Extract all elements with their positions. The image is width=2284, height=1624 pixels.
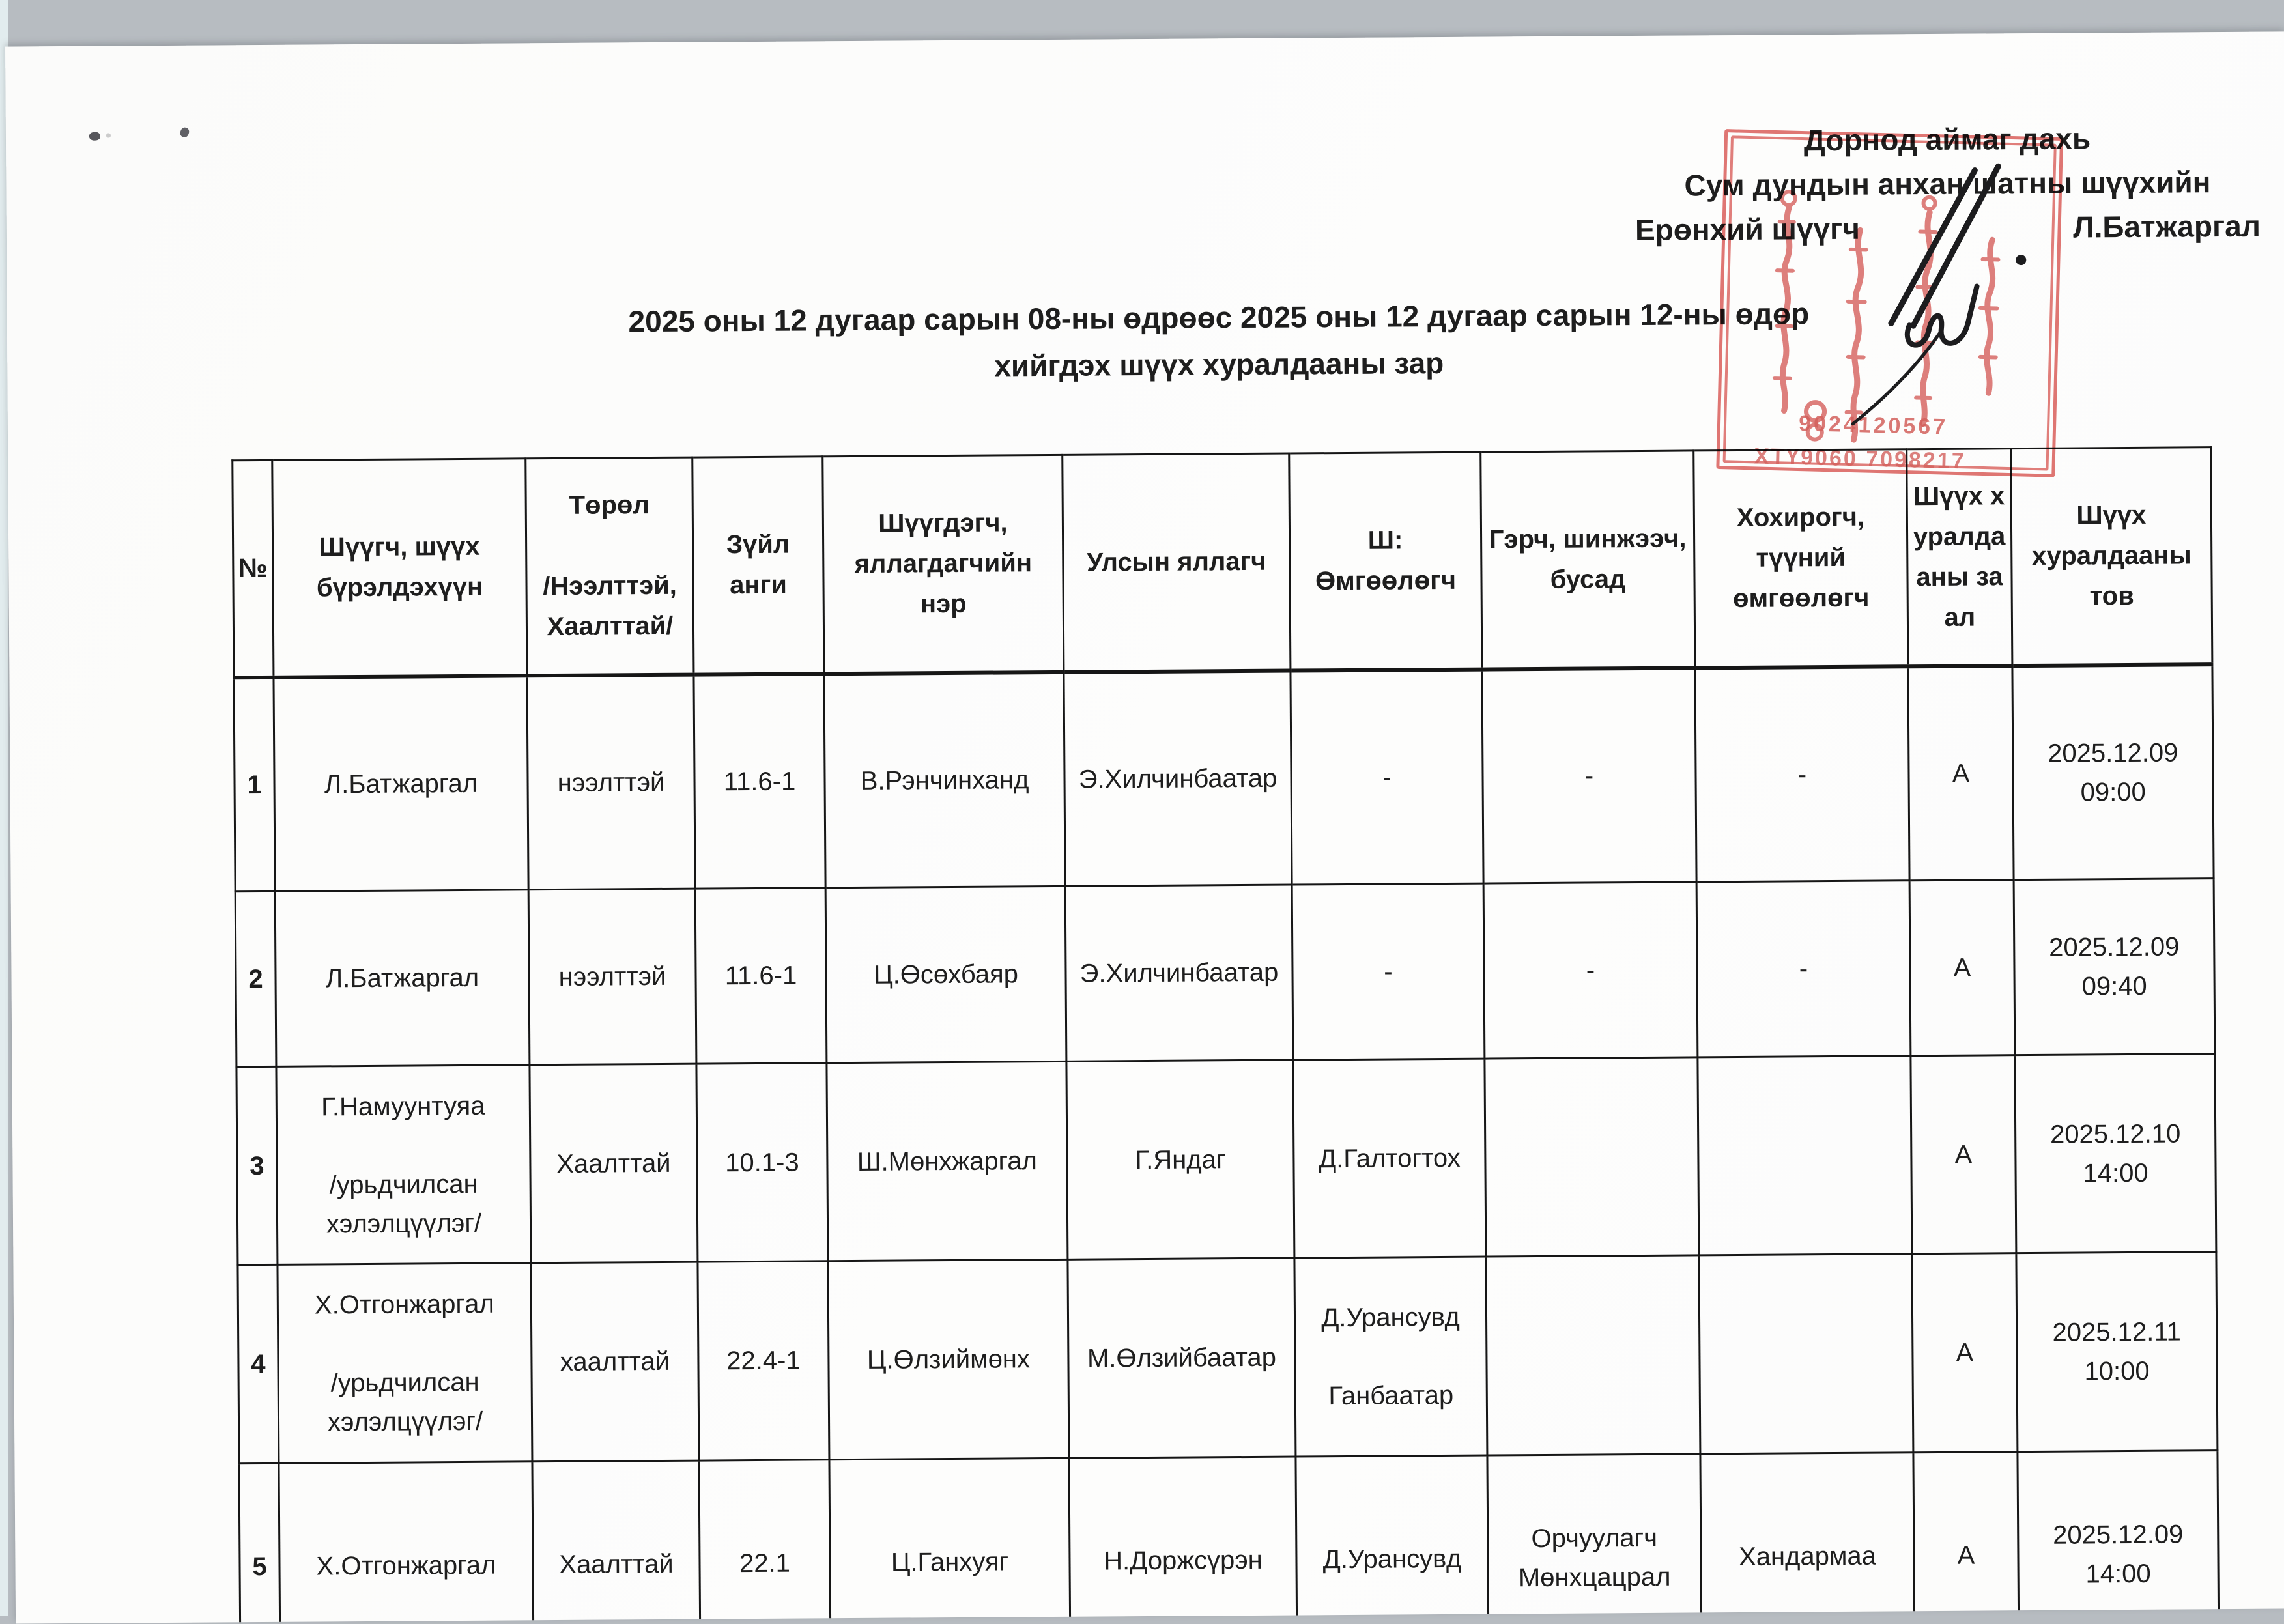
table-cell: 22.1 <box>699 1460 831 1624</box>
table-cell: хаалттай <box>531 1262 699 1462</box>
table-cell: Хандармаа <box>1700 1453 1915 1624</box>
letterhead-line-1: Дорнод аймаг дахь <box>1803 121 2091 158</box>
column-header-type: Төрөл /Нээлттэй, Хаалттай/ <box>526 457 694 676</box>
document-page <box>5 31 2284 1623</box>
table-cell <box>1699 1254 1913 1454</box>
table-cell: Э.Хилчинбаатар <box>1064 670 1292 886</box>
column-header-judge: Шүүгч, шүүх бүрэлдэхүүн <box>272 459 527 677</box>
table-cell: Э.Хилчинбаатар <box>1065 885 1293 1061</box>
table-cell <box>1486 1255 1700 1455</box>
chief-judge-label: Ерөнхий шүүгч <box>1634 211 1861 248</box>
column-header-lawyer: Ш: Өмгөөлөгч <box>1289 452 1482 670</box>
ink-speck <box>179 126 190 138</box>
column-header-article: Зүйл анги <box>692 457 824 674</box>
table-cell: нээлттэй <box>528 889 696 1065</box>
table-cell: 11.6-1 <box>695 888 827 1064</box>
header-row <box>233 448 2212 677</box>
table-cell: 2025.12.11 10:00 <box>2016 1252 2218 1452</box>
ink-speck <box>106 134 111 138</box>
column-header-defendant: Шүүгдэгч, яллагдагчийн нэр <box>823 455 1064 673</box>
table-cell: Х.Отгонжаргал /урьдчилсан хэлэлцүүлэг/ <box>278 1263 532 1464</box>
table-cell <box>1485 1057 1699 1257</box>
table-cell: - <box>1483 882 1698 1059</box>
table-cell: Г.Яндаг <box>1066 1060 1294 1259</box>
signature-icon <box>1810 152 2053 433</box>
table-cell: - <box>1482 668 1696 883</box>
table-cell: Х.Отгонжаргал <box>279 1462 534 1624</box>
table-cell: А <box>1913 1452 2019 1624</box>
table-cell: В.Рэнчинханд <box>824 672 1065 887</box>
table-row <box>238 1252 2218 1464</box>
table-cell: - <box>1291 669 1483 885</box>
table-cell: А <box>1908 666 2014 881</box>
table-cell: Л.Батжаргал <box>274 676 528 892</box>
table-cell: 2025.12.09 09:00 <box>2012 664 2214 880</box>
table-cell: Хаалттай <box>532 1460 700 1623</box>
table-cell: Д.Галтогтох <box>1293 1059 1486 1258</box>
table-cell: Ш.Мөнхжаргал <box>827 1061 1068 1261</box>
stamp-registration-number: 9024120567 <box>1798 411 1949 440</box>
title-line-1: 2025 оны 12 дугаар сарын 08-ны өдрөөс 2025 оны 12 дугаар сарын 12-ны өдөр <box>628 296 1810 339</box>
ink-speck <box>89 132 100 141</box>
column-header-courtroom: Шүүх хуралдааны заал <box>1907 449 2012 666</box>
table-cell: 2025.12.09 09:40 <box>2014 879 2215 1055</box>
column-header-no: № <box>233 460 274 677</box>
table-cell: 10.1-3 <box>696 1063 828 1262</box>
table-cell: Л.Батжаргал <box>275 890 530 1067</box>
letterhead-line-2: Сум дундын анхан шатны шүүхийн <box>1684 165 2211 203</box>
table-cell: 2025.12.09 14:00 <box>2018 1451 2219 1624</box>
table-cell: 5 <box>239 1463 280 1623</box>
table-row <box>235 879 2215 1067</box>
table-cell: Н.Доржсүрэн <box>1069 1457 1297 1624</box>
table-cell: - <box>1696 881 1911 1057</box>
table-cell: - <box>1695 666 1909 882</box>
table-cell: А <box>1909 880 2015 1056</box>
table-cell: 4 <box>238 1264 279 1463</box>
stamp-code-number: ХТҮ9060 7098217 <box>1754 444 1967 474</box>
table-cell: 22.4-1 <box>698 1261 829 1460</box>
table-cell: Д.Урансувд Ганбаатар <box>1294 1257 1487 1457</box>
table-cell: Д.Урансувд <box>1296 1455 1489 1623</box>
table-cell: А <box>1912 1253 2018 1453</box>
table-cell: М.Өлзийбаатар <box>1068 1258 1296 1458</box>
title-line-2: хийгдэх шүүх хуралдааны зар <box>994 345 1444 383</box>
column-header-witness: Гэрч, шинжээч, бусад <box>1481 451 1695 669</box>
table-cell: 2 <box>235 891 276 1066</box>
table-cell: Ц.Өсөхбаяр <box>825 886 1066 1062</box>
table-cell: Хаалттай <box>530 1064 698 1263</box>
table-cell: Г.Намуунтуяа /урьдчилсан хэлэлцүүлэг/ <box>276 1065 531 1265</box>
table-cell: нээлттэй <box>527 674 695 890</box>
table-row <box>239 1451 2219 1624</box>
table-row <box>236 1054 2216 1265</box>
table-cell: 11.6-1 <box>694 674 825 889</box>
table-cell: - <box>1292 883 1485 1060</box>
table-cell: 1 <box>234 677 275 891</box>
chief-judge-name: Л.Батжаргал <box>2073 208 2261 244</box>
table-cell: 2025.12.10 14:00 <box>2015 1054 2216 1253</box>
column-header-datetime: Шүүх хуралдааны тов <box>2011 448 2212 666</box>
court-schedule-table <box>231 446 2220 1623</box>
column-header-prosecutor: Улсын яллагч <box>1063 453 1291 672</box>
table-row <box>234 664 2214 892</box>
column-header-victim: Хохирогч, түүний өмгөөлөгч <box>1694 449 1908 668</box>
table-cell: Ц.Өлзиймөнх <box>828 1259 1069 1459</box>
table-cell: А <box>1911 1055 2016 1254</box>
table-cell: Орчуулагч Мөнхцацрал <box>1487 1454 1702 1624</box>
table-cell: Ц.Ганхуяг <box>829 1458 1070 1623</box>
table-cell <box>1698 1056 1912 1255</box>
table-cell: 3 <box>236 1066 278 1264</box>
